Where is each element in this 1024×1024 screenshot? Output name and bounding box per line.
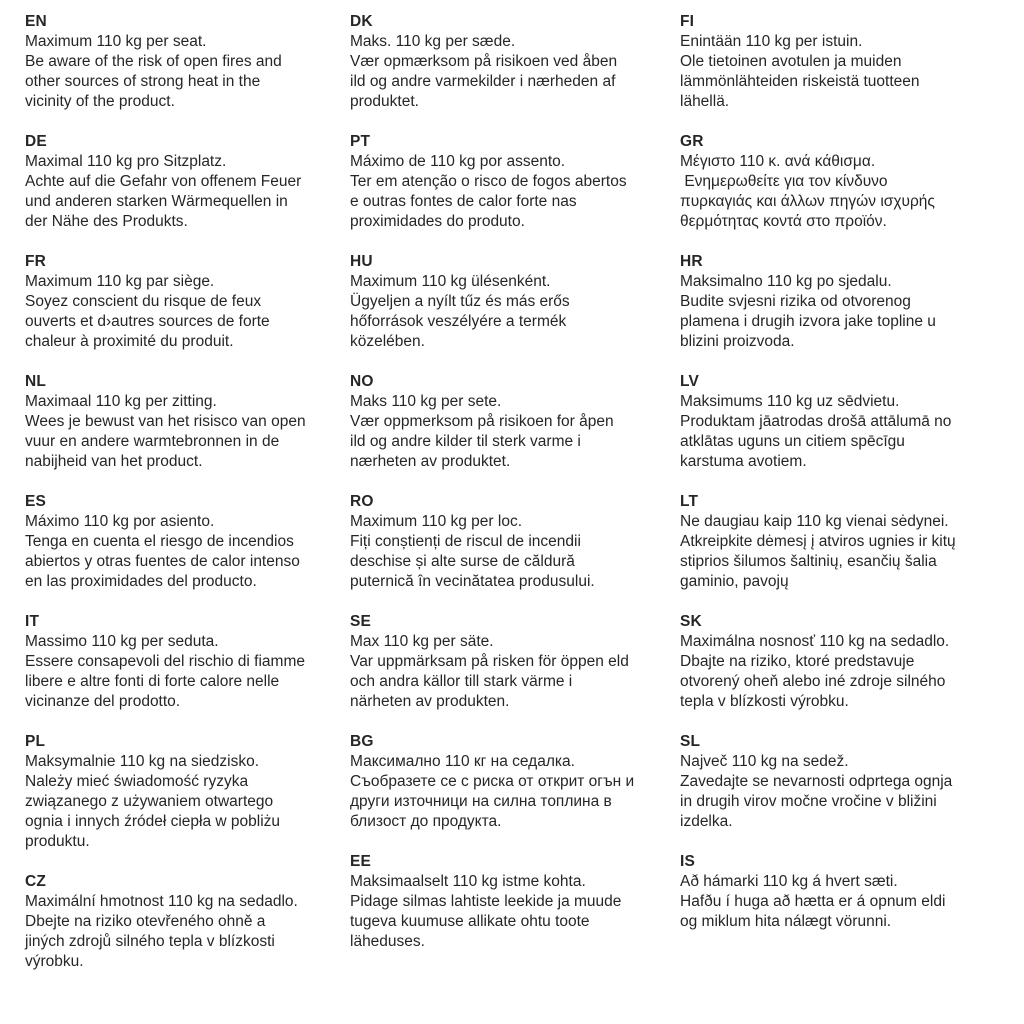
text-line: Produktam jāatrodas drošā attālumā no	[680, 413, 952, 430]
text-line: karstuma avotiem.	[680, 453, 807, 470]
text-line: Maksimums 110 kg uz sēdvietu.	[680, 393, 900, 410]
text-line: Največ 110 kg na sedež.	[680, 753, 849, 770]
text-line: ognia i innych źródeł ciepła w pobliżu	[25, 813, 281, 830]
text-line: vicinanze del prodotto.	[25, 693, 181, 710]
text-line: gaminio, pavojų	[680, 573, 789, 590]
text-line: Enintään 110 kg per istuin.	[680, 33, 863, 50]
language-code-ro: RO	[350, 493, 374, 510]
text-line: Ole tietoinen avotulen ja muiden	[680, 53, 902, 70]
text-line: Massimo 110 kg per seduta.	[25, 633, 219, 650]
text-line: ild og andre kilder til sterk varme i	[350, 433, 581, 450]
text-line: Dbejte na riziko otevřeného ohně a	[25, 913, 266, 930]
language-code-hr: HR	[680, 253, 703, 270]
language-block-hr	[680, 252, 1024, 352]
text-line: Ενημερωθείτε για τον κίνδυνο	[680, 173, 888, 190]
text-line: in drugih virov močne vročine v bližini	[680, 793, 937, 810]
text-line: e outras fontes de calor forte nas	[350, 193, 577, 210]
language-code-it: IT	[25, 613, 40, 630]
language-block-dk	[350, 12, 680, 112]
text-line: Maks. 110 kg per sæde.	[350, 33, 516, 50]
language-block-gr	[680, 132, 1024, 232]
text-line: other sources of strong heat in the	[25, 73, 261, 90]
text-line: Maksimalno 110 kg po sjedalu.	[680, 273, 892, 290]
text-line: chaleur à proximité du produit.	[25, 333, 234, 350]
text-line: vicinity of the product.	[25, 93, 175, 110]
language-code-fi: FI	[680, 13, 695, 30]
text-line: tepla v blízkosti výrobku.	[680, 693, 849, 710]
text-line: Be aware of the risk of open fires and	[25, 53, 282, 70]
language-code-se: SE	[350, 613, 372, 630]
text-line: Soyez conscient du risque de feux	[25, 293, 262, 310]
text-line: Fiți conștienți de riscul de incendii	[350, 533, 581, 550]
language-code-fr: FR	[25, 253, 47, 270]
text-line: közelében.	[350, 333, 425, 350]
text-line: Wees je bewust van het risisco van open	[25, 413, 306, 430]
text-line: Maximum 110 kg per loc.	[350, 513, 522, 530]
text-line: θερμότητας κοντά στο προϊόν.	[680, 213, 887, 230]
language-code-sl: SL	[680, 733, 701, 750]
text-line: en las proximidades del producto.	[25, 573, 257, 590]
text-line: närheten av produkten.	[350, 693, 510, 710]
text-line: Ne daugiau kaip 110 kg vienai sėdynei.	[680, 513, 949, 530]
text-line: izdelka.	[680, 813, 733, 830]
text-line: Tenga en cuenta el riesgo de incendios	[25, 533, 294, 550]
language-block-bg	[350, 732, 680, 832]
text-line: Maximální hmotnost 110 kg na sedadlo.	[25, 893, 298, 910]
text-line: Maximum 110 kg ülésenként.	[350, 273, 551, 290]
language-block-sl	[680, 732, 1024, 832]
language-code-es: ES	[25, 493, 47, 510]
language-block-fi	[680, 12, 1024, 112]
text-line: Съобразете се с риска от открит огън и	[350, 773, 635, 790]
text-line: Maximaal 110 kg per zitting.	[25, 393, 217, 410]
text-line: og miklum hita nálægt vörunni.	[680, 913, 892, 930]
text-line: libere e altre fonti di forte calore nelle	[25, 673, 280, 690]
language-block-hu	[350, 252, 680, 352]
language-block-pl	[25, 732, 350, 852]
text-line: jiných zdrojů silného tepla v blízkosti	[25, 933, 275, 950]
text-line: nabijheid van het product.	[25, 453, 203, 470]
language-code-pt: PT	[350, 133, 371, 150]
language-block-de	[25, 132, 350, 232]
text-line: Maximálna nosnosť 110 kg na sedadlo.	[680, 633, 950, 650]
text-line: vuur en andere warmtebronnen in de	[25, 433, 280, 450]
text-line: Zavedajte se nevarnosti odprtega ognja	[680, 773, 953, 790]
language-code-lt: LT	[680, 493, 699, 510]
text-line: läheduses.	[350, 933, 425, 950]
text-line: atklātas uguns un citiem spēcīgu	[680, 433, 905, 450]
language-code-bg: BG	[350, 733, 374, 750]
language-code-is: IS	[680, 853, 696, 870]
text-line: други източници на силна топлина в	[350, 793, 612, 810]
text-line: Max 110 kg per säte.	[350, 633, 494, 650]
language-block-lv	[680, 372, 1024, 472]
text-line: związanego z używaniem otwartego	[25, 793, 274, 810]
text-line: výrobku.	[25, 953, 84, 970]
text-line: ouverts et d›autres sources de forte	[25, 313, 270, 330]
language-block-pt	[350, 132, 680, 232]
language-block-en	[25, 12, 350, 112]
text-line: plamena i drugih izvora jake topline u	[680, 313, 936, 330]
text-line: produktet.	[350, 93, 419, 110]
text-line: Budite svjesni rizika od otvorenog	[680, 293, 911, 310]
language-code-de: DE	[25, 133, 47, 150]
language-code-hu: HU	[350, 253, 373, 270]
text-line: Maximum 110 kg par siège.	[25, 273, 215, 290]
text-line: tugeva kuumuse allikate ohtu toote	[350, 913, 590, 930]
language-code-dk: DK	[350, 13, 373, 30]
text-line: Að hámarki 110 kg á hvert sæti.	[680, 873, 898, 890]
column-1	[25, 12, 350, 1024]
text-line: otvorený oheň alebo iné zdroje silného	[680, 673, 946, 690]
text-line: Atkreipkite dėmesį į atviros ugnies ir kitų	[680, 533, 956, 550]
text-line: Maksymalnie 110 kg na siedzisko.	[25, 753, 260, 770]
language-code-lv: LV	[680, 373, 700, 390]
text-line: Var uppmärksam på risken för öppen eld	[350, 653, 629, 670]
text-line: Maksimaalselt 110 kg istme kohta.	[350, 873, 586, 890]
column-3	[680, 12, 1024, 1024]
language-code-ee: EE	[350, 853, 372, 870]
language-block-sk	[680, 612, 1024, 712]
text-line: nærheten av produktet.	[350, 453, 511, 470]
text-line: produktu.	[25, 833, 90, 850]
text-line: Essere consapevoli del rischio di fiamme	[25, 653, 305, 670]
text-line: Vær oppmerksom på risikoen for åpen	[350, 413, 614, 430]
text-line: Należy mieć świadomość ryzyka	[25, 773, 249, 790]
text-line: Pidage silmas lahtiste leekide ja muude	[350, 893, 622, 910]
text-line: lämmönlähteiden riskeistä tuotteen	[680, 73, 920, 90]
language-code-en: EN	[25, 13, 47, 30]
text-line: Ügyeljen a nyílt tűz és más erős	[350, 293, 570, 310]
language-block-fr	[25, 252, 350, 352]
language-block-nl	[25, 372, 350, 472]
text-line: proximidades do produto.	[350, 213, 525, 230]
language-code-gr: GR	[680, 133, 704, 150]
text-line: Achte auf die Gefahr von offenem Feuer	[25, 173, 302, 190]
text-line: πυρκαγιάς και άλλων πηγών ισχυρής	[680, 193, 935, 210]
text-line: Maks 110 kg per sete.	[350, 393, 502, 410]
text-line: stiprios šilumos šaltinių, esančių šalia	[680, 553, 937, 570]
text-line: Maximal 110 kg pro Sitzplatz.	[25, 153, 227, 170]
text-line: der Nähe des Produkts.	[25, 213, 188, 230]
text-line: близост до продукта.	[350, 813, 502, 830]
language-block-cz	[25, 872, 350, 972]
column-2	[350, 12, 680, 1024]
text-line: puternică în vecinătatea produsului.	[350, 573, 595, 590]
text-line: lähellä.	[680, 93, 730, 110]
text-line: Максимално 110 кг на седалка.	[350, 753, 575, 770]
text-line: Hafðu í huga að hætta er á opnum eldi	[680, 893, 946, 910]
text-line: Μέγιστο 110 κ. ανά κάθισμα.	[680, 153, 876, 170]
text-line: Ter em atenção o risco de fogos abertos	[350, 173, 627, 190]
language-code-nl: NL	[25, 373, 47, 390]
language-block-ro	[350, 492, 680, 592]
language-block-it	[25, 612, 350, 712]
language-block-es	[25, 492, 350, 592]
language-block-se	[350, 612, 680, 712]
language-code-sk: SK	[680, 613, 702, 630]
text-line: Vær opmærksom på risikoen ved åben	[350, 53, 618, 70]
text-line: Máximo 110 kg por asiento.	[25, 513, 215, 530]
text-line: abiertos y otras fuentes de calor intenso	[25, 553, 300, 570]
language-code-cz: CZ	[25, 873, 47, 890]
language-block-no	[350, 372, 680, 472]
text-line: och andra källor till stark värme i	[350, 673, 573, 690]
text-line: hőforrások veszélyére a termék	[350, 313, 567, 330]
text-line: Máximo de 110 kg por assento.	[350, 153, 566, 170]
language-code-pl: PL	[25, 733, 46, 750]
language-code-no: NO	[350, 373, 374, 390]
language-block-ee	[350, 852, 680, 952]
text-line: Maximum 110 kg per seat.	[25, 33, 207, 50]
language-block-lt	[680, 492, 1024, 592]
text-line: Dbajte na riziko, ktoré predstavuje	[680, 653, 915, 670]
language-block-is	[680, 852, 1024, 932]
text-line: blizini proizvoda.	[680, 333, 795, 350]
text-line: ild og andre varmekilder i nærheden af	[350, 73, 616, 90]
text-line: und anderen starken Wärmequellen in	[25, 193, 288, 210]
text-line: deschise și alte surse de căldură	[350, 553, 575, 570]
